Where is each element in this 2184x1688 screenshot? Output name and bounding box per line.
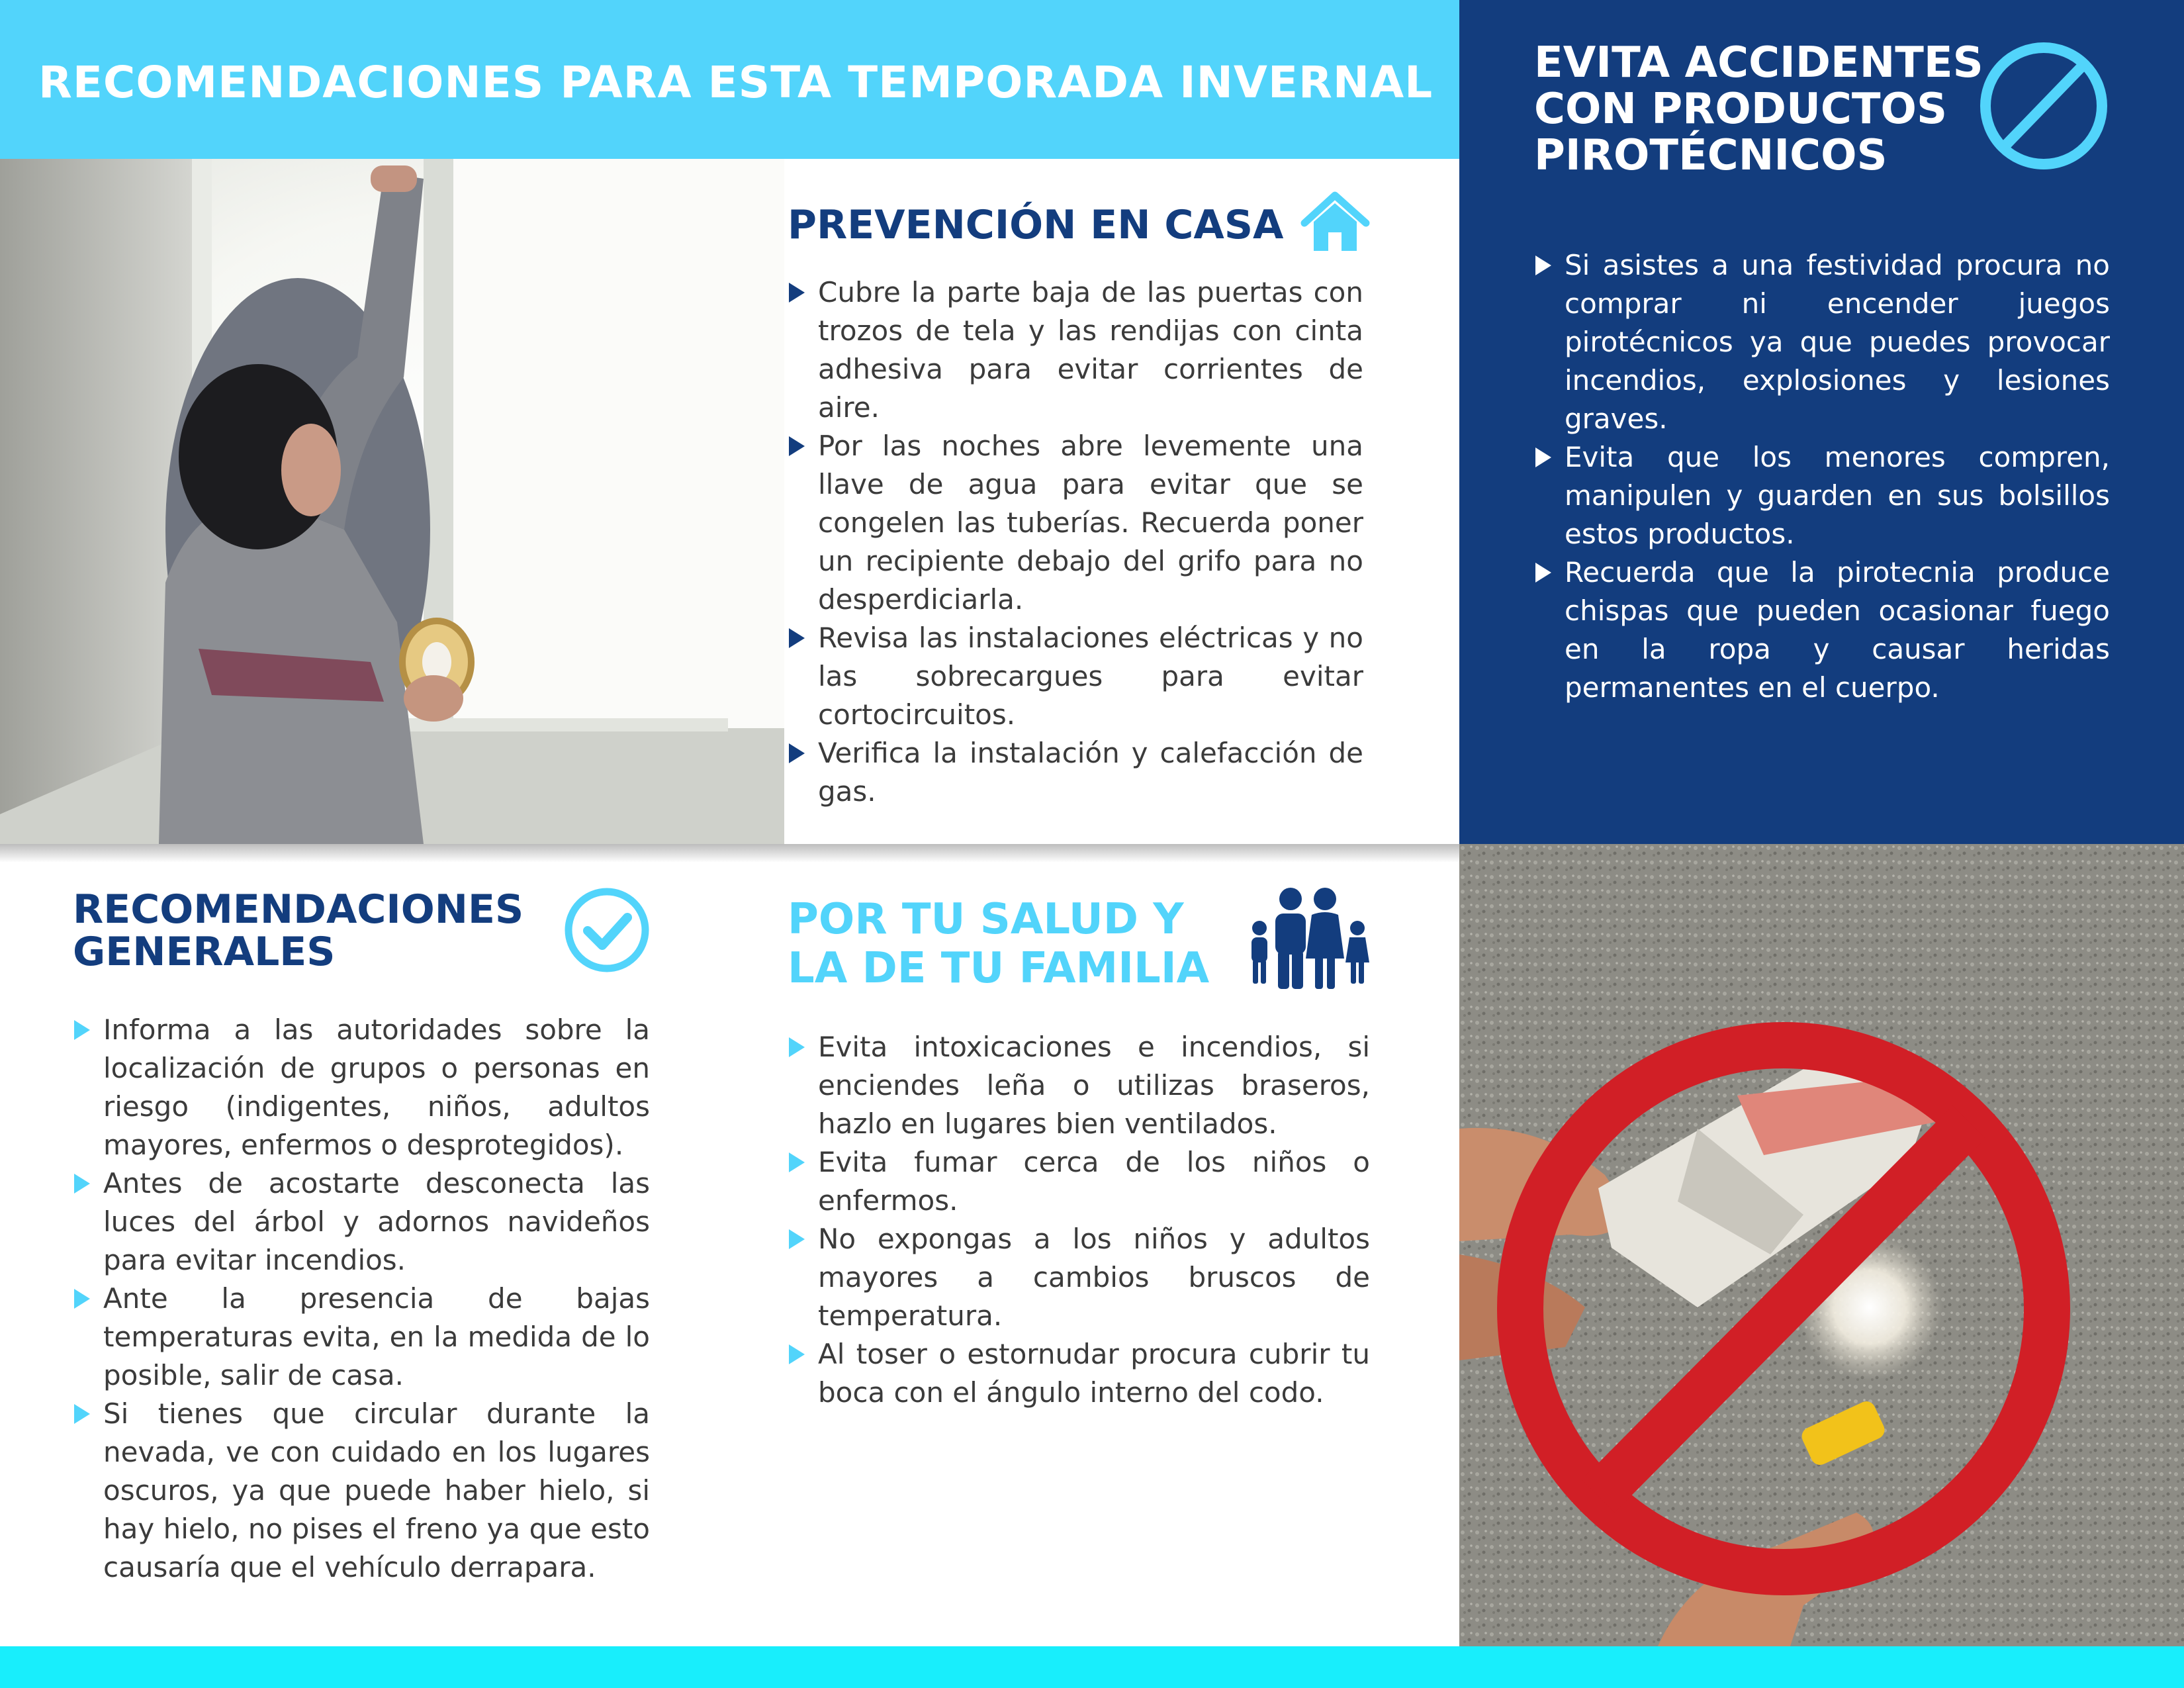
list-item-text: Verifica la instalación y calefacción de gas. (818, 737, 1363, 808)
triangle-bullet-icon (1535, 563, 1551, 583)
prevention-title: PREVENCIÓN EN CASA (788, 202, 1284, 248)
health-title (788, 895, 1209, 993)
list-item (73, 1395, 650, 1587)
list-item-text: Al toser o estornudar procura cubrir tu boca con el ángulo interno del codo. (818, 1338, 1370, 1409)
list-item-text: Ante la presencia de bajas temperaturas evita, en la medida de lo posible, salir de casa. (103, 1282, 650, 1391)
pyrotechnics-title (1534, 40, 1997, 179)
list-item-text: Cubre la parte baja de las puertas con trozos de tela y las rendijas con cinta adhesiva para evitar corrientes de aire. (818, 276, 1363, 424)
list-item (788, 734, 1363, 811)
window-sealing-illustration (0, 159, 784, 844)
section-divider-shadow (0, 844, 1459, 863)
general-title-line: RECOMENDACIONES (73, 886, 524, 933)
list-item (788, 1143, 1370, 1220)
general-list (73, 1011, 650, 1587)
pyrotechnics-list (1534, 246, 2110, 707)
triangle-bullet-icon (789, 283, 805, 303)
list-item (788, 1028, 1370, 1143)
list-item-text: Evita intoxicaciones e incendios, si enciendes leña o utilizas braseros, hazlo en lugares bien ventilados. (818, 1031, 1370, 1140)
prohibit-icon (1978, 40, 2110, 172)
list-item-text: Si asistes a una festividad procura no comprar ni encender juegos pirotécnicos ya que puedes provocar incendios, explosiones y lesiones graves. (1565, 249, 2110, 435)
check-circle-icon (563, 886, 652, 975)
list-item (788, 273, 1363, 427)
list-item-text: No expongas a los niños y adultos mayores a cambios bruscos de temperatura. (818, 1223, 1370, 1332)
window-sealing-photo (0, 159, 784, 844)
list-item (73, 1280, 650, 1395)
list-item (1534, 438, 2110, 553)
triangle-bullet-icon (789, 1037, 805, 1057)
list-item (788, 1220, 1370, 1335)
list-item (1534, 246, 2110, 438)
triangle-bullet-icon (74, 1404, 90, 1424)
pyrotechnics-title-line: EVITA ACCIDENTES (1534, 38, 1983, 87)
list-item-text: Informa a las autoridades sobre la localización de grupos o personas en riesgo (indigentes, niños, adultos mayores, enfermos o desprotegidos). (103, 1013, 650, 1161)
firework-prohibited-illustration (1459, 844, 2184, 1646)
list-item (1534, 553, 2110, 707)
list-item-text: Revisa las instalaciones eléctricas y no las sobrecargues para evitar cortocircuitos. (818, 622, 1363, 731)
pyrotechnics-title-line: CON PRODUCTOS (1534, 85, 1948, 134)
firework-prohibited-photo (1459, 844, 2184, 1646)
prevention-list (788, 273, 1363, 811)
list-item-text: Si tienes que circular durante la nevada, ve con cuidado en los lugares oscuros, ya que puede haber hielo, si hay hielo, no pises el freno ya que esto causaría que el vehículo derrapara. (103, 1397, 650, 1583)
banner-title: RECOMENDACIONES PARA ESTA TEMPORADA INVERNAL (38, 57, 1433, 108)
triangle-bullet-icon (789, 628, 805, 648)
triangle-bullet-icon (789, 1152, 805, 1172)
list-item (73, 1011, 650, 1164)
triangle-bullet-icon (1535, 447, 1551, 467)
triangle-bullet-icon (789, 436, 805, 456)
triangle-bullet-icon (789, 743, 805, 763)
health-title-line: LA DE TU FAMILIA (788, 944, 1210, 993)
triangle-bullet-icon (74, 1174, 90, 1194)
triangle-bullet-icon (789, 1229, 805, 1249)
general-title (73, 888, 523, 973)
list-item-text: Evita fumar cerca de los niños o enfermos. (818, 1146, 1370, 1217)
list-item-text: Antes de acostarte desconecta las luces del árbol y adornos navideños para evitar incendios. (103, 1167, 650, 1276)
triangle-bullet-icon (1535, 256, 1551, 275)
list-item-text: Por las noches abre levemente una llave de agua para evitar que se congelen las tuberías. Recuerda poner un recipiente debajo del grifo para no desperdiciarla. (818, 430, 1363, 616)
bottom-bar (0, 1646, 2184, 1688)
health-list (788, 1028, 1370, 1412)
list-item-text: Recuerda que la pirotecnia produce chispas que pueden ocasionar fuego en la ropa y causar heridas permanentes en el cuerpo. (1565, 556, 2110, 704)
triangle-bullet-icon (789, 1344, 805, 1364)
list-item (788, 427, 1363, 619)
general-title-line: GENERALES (73, 929, 336, 975)
triangle-bullet-icon (74, 1289, 90, 1309)
pyrotechnics-title-line: PIROTÉCNICOS (1534, 131, 1888, 180)
triangle-bullet-icon (74, 1020, 90, 1040)
list-item-text: Evita que los menores compren, manipulen y guarden en sus bolsillos estos productos. (1565, 441, 2110, 550)
health-title-line: POR TU SALUD Y (788, 895, 1184, 944)
house-icon (1300, 189, 1370, 255)
list-item (73, 1164, 650, 1280)
list-item (788, 1335, 1370, 1412)
list-item (788, 619, 1363, 734)
family-icon (1248, 887, 1370, 990)
